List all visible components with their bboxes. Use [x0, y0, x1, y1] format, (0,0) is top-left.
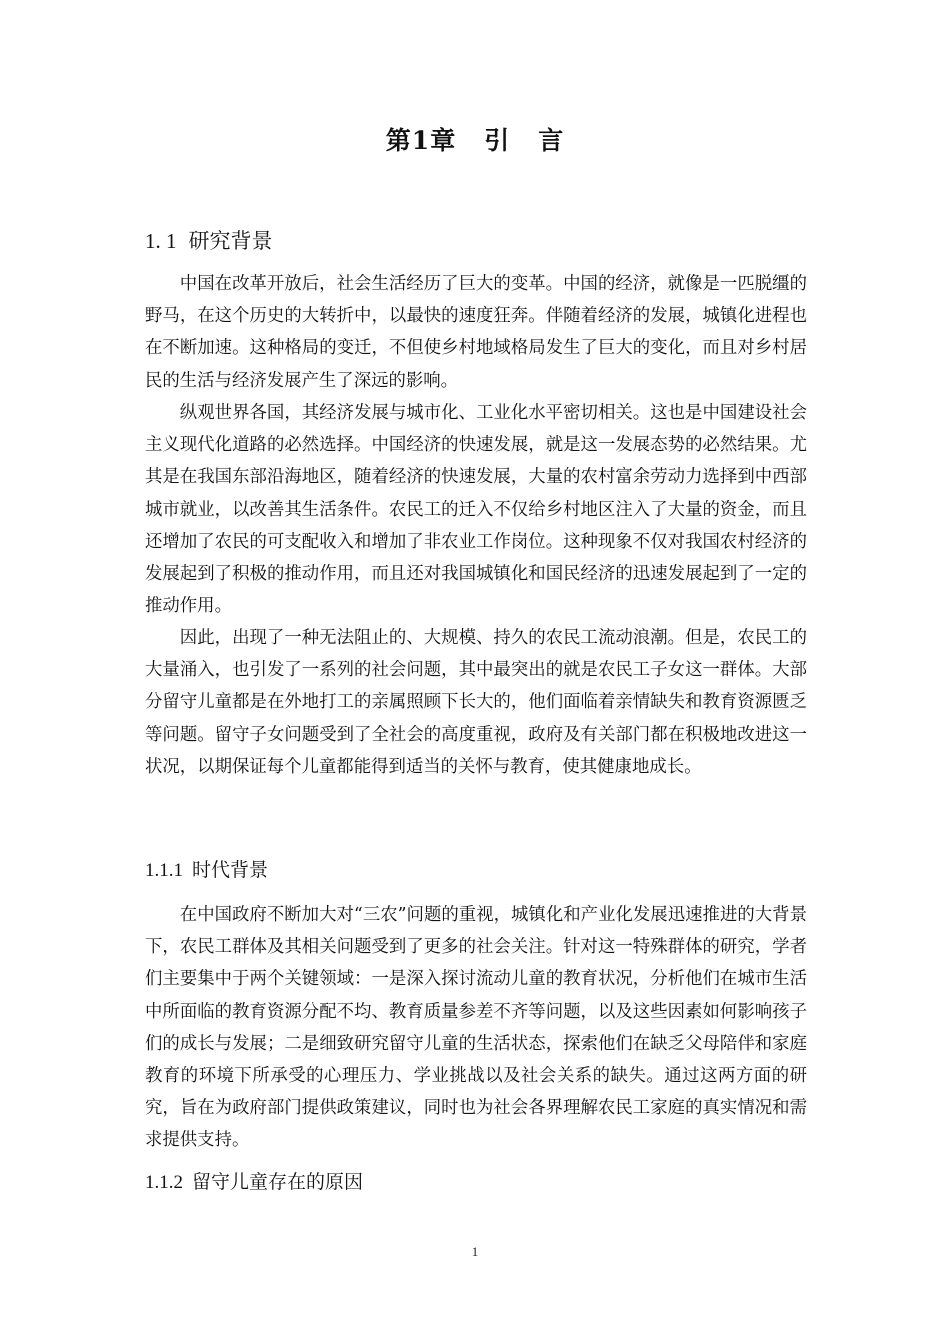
section-title: 研究背景	[188, 229, 273, 253]
chapter-title	[0, 124, 950, 158]
paragraph-3: 因此，出现了一种无法阻止的、大规模、持久的农民工流动浪潮。但是，农民工的大量涌入，也引发了一系列的社会问题，其中最突出的就是农民工子女这一群体。大部分留守儿童都是在外地打工的亲属照顾下长大的，他们面临着亲情缺失和教育资源匮乏等问题。留守子女问题受到了全社会的高度重视，政府及有关部门都在积极地改进这一状况，以期保证每个儿童都能得到适当的关怀与教育，使其健康地成长。	[145, 628, 807, 777]
chapter-title-char-2: 言	[538, 126, 565, 155]
section-heading-1-1	[145, 226, 273, 256]
section-heading-1-1-1	[145, 856, 268, 885]
section-title: 时代背景	[192, 859, 269, 881]
page-number: 1	[471, 1244, 479, 1259]
chapter-title-char-1: 引	[484, 126, 511, 155]
chapter-number: 1	[411, 126, 431, 155]
section-number: 1. 1	[145, 229, 177, 253]
paragraph-2: 纵观世界各国，其经济发展与城市化、工业化水平密切相关。这也是中国建设社会主义现代化道路的必然选择。中国经济的快速发展，就是这一发展态势的必然结果。尤其是在我国东部沿海地区，随着经济的快速发展，大量的农村富余劳动力选择到中西部城市就业，以改善其生活条件。农民工的迁入不仅给乡村地区注入了大量的资金，而且还增加了农民的可支配收入和增加了非农业工作岗位。这种现象不仅对我国农村经济的发展起到了积极的推动作用，而且还对我国城镇化和国民经济的迅速发展起到了一定的推动作用。	[145, 403, 807, 617]
section-number: 1.1.1	[145, 860, 183, 881]
paragraph-1: 中国在改革开放后，社会生活经历了巨大的变革。中国的经济，就像是一匹脱缰的野马，在这个历史的大转折中，以最快的速度狂奔。伴随着经济的发展，城镇化进程也在不断加速。这种格局的变迁，不但使乡村地域格局发生了巨大的变化，而且对乡村居民的生活与经济发展产生了深远的影响。	[145, 274, 807, 391]
section-number: 1.1.2	[145, 1172, 183, 1193]
section-title: 留守儿童存在的原因	[192, 1171, 364, 1193]
chapter-suffix: 章	[430, 126, 457, 155]
chapter-label: 第	[385, 126, 412, 155]
paragraph-4: 在中国政府不断加大对“三农”问题的重视，城镇化和产业化发展迅速推进的大背景下，农民工群体及其相关问题受到了更多的社会关注。针对这一特殊群体的研究，学者们主要集中于两个关键领域：一是深入探讨流动儿童的教育状况，分析他们在城市生活中所面临的教育资源分配不均、教育质量参差不齐等问题，以及这些因素如何影响孩子们的成长与发展；二是细致研究留守儿童的生活状态，探索他们在缺乏父母陪伴和家庭教育的环境下所承受的心理压力、学业挑战以及社会关系的缺失。通过这两方面的研究，旨在为政府部门提供政策建议，同时也为社会各界理解农民工家庭的真实情况和需求提供支持。	[145, 905, 807, 1151]
section-heading-1-1-2	[145, 1168, 363, 1197]
